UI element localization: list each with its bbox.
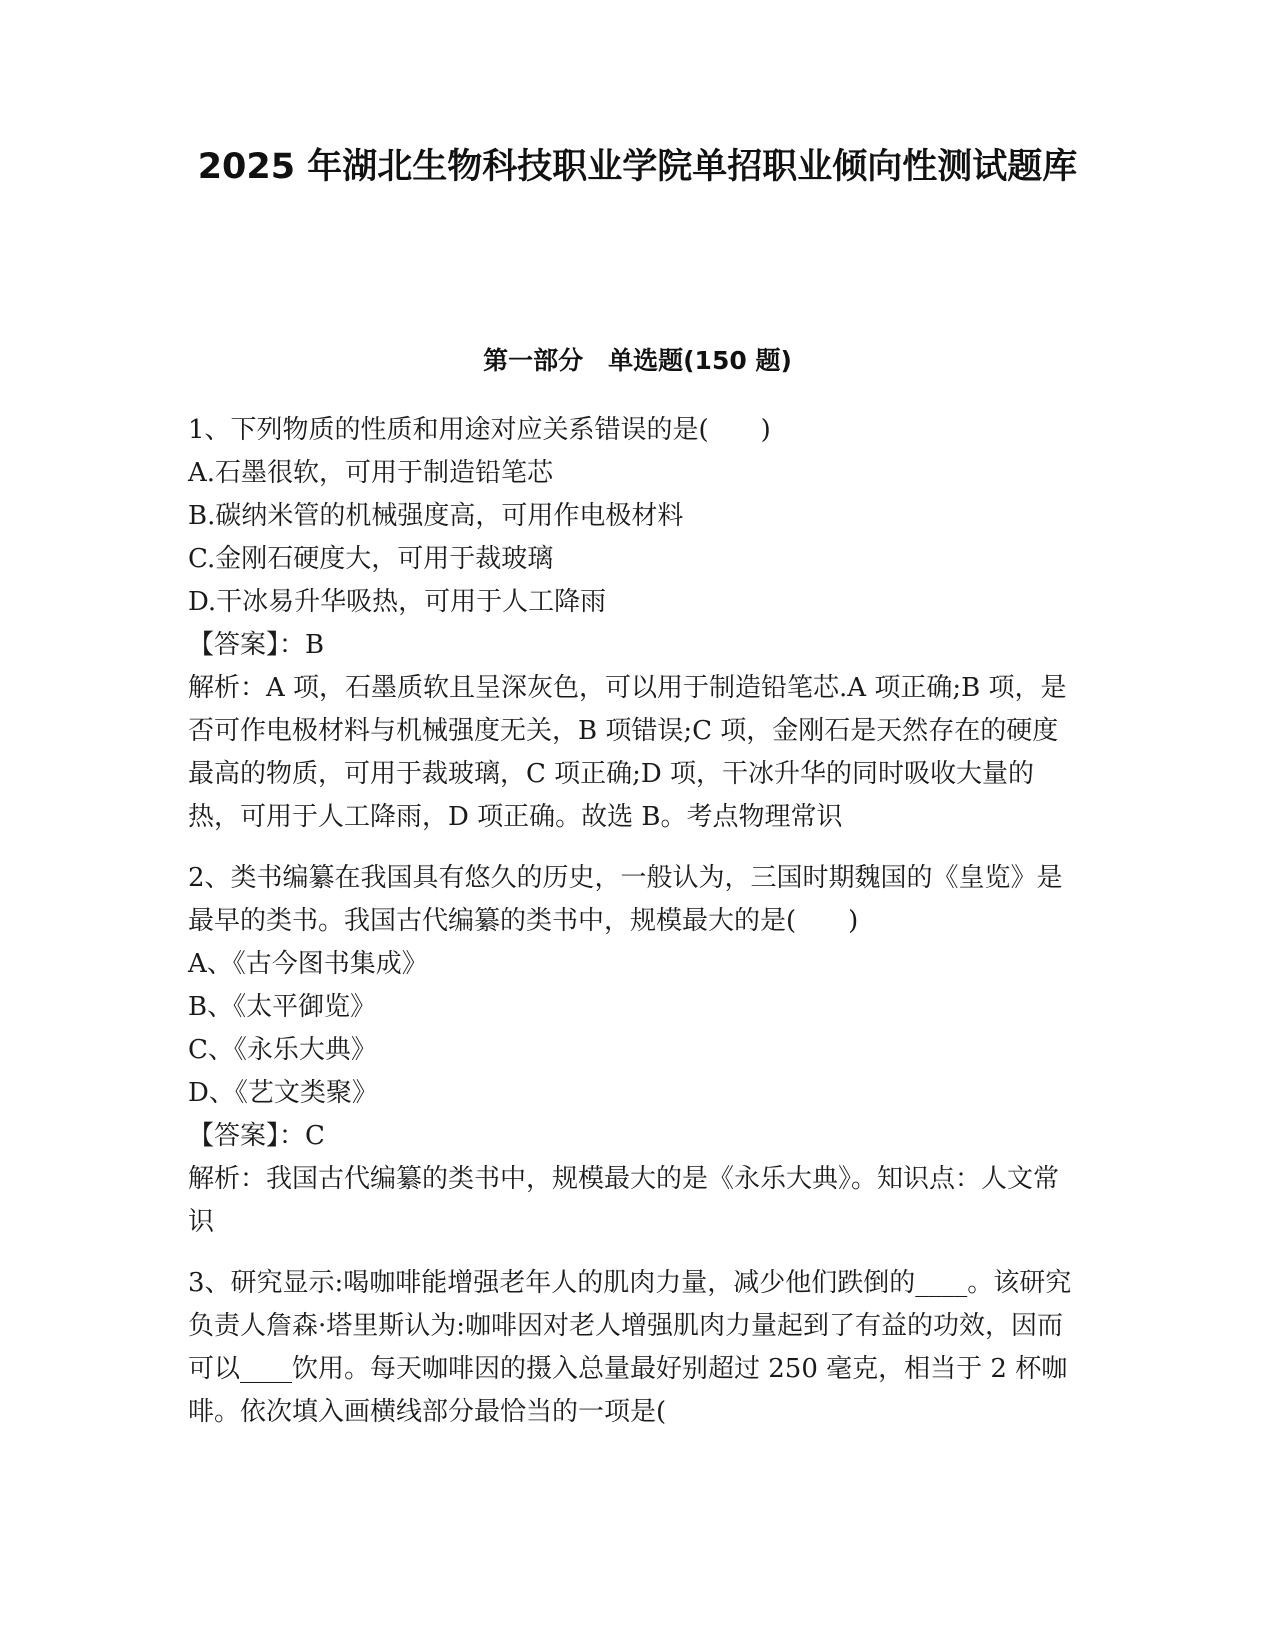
analysis-text: 解析：我国古代编纂的类书中，规模最大的是《永乐大典》。知识点：人文常识 (188, 1164, 1060, 1237)
section-heading: 第一部分 单选题(150 题) (483, 346, 792, 375)
question-2 (188, 857, 1083, 1244)
answer-line: 【答案】：B (188, 630, 325, 660)
option-d: D.干冰易升华吸热，可用于人工降雨 (188, 587, 607, 617)
option-c: C、《永乐大典》 (188, 1035, 377, 1065)
question-list (188, 409, 1083, 1434)
option-b: B、《太平御览》 (188, 992, 377, 1022)
option-a: A、《古今图书集成》 (188, 949, 428, 979)
question-stem: 1、下列物质的性质和用途对应关系错误的是( ) (188, 415, 771, 445)
question-stem: 3、研究显示:喝咖啡能增强老年人的肌肉力量，减少他们跌倒的____。该研究负责人詹森·塔里斯认为:咖啡因对老人增强肌肉力量起到了有益的功效，因而可以____饮用。每天咖啡因的摄入总量最好别超过 250 毫克，相当于 2 杯咖啡。依次填入画横线部分最恰当的一项是( (188, 1268, 1072, 1427)
question-1 (188, 409, 1083, 839)
option-b: B.碳纳米管的机械强度高，可用作电极材料 (188, 501, 684, 531)
page-title: 2025 年湖北生物科技职业学院单招职业倾向性测试题库 (197, 147, 1078, 187)
answer-line: 【答案】：C (188, 1121, 325, 1151)
question-stem: 2、类书编纂在我国具有悠久的历史，一般认为，三国时期魏国的《皇览》是最早的类书。我国古代编纂的类书中，规模最大的是( ) (188, 863, 1063, 936)
option-a: A.石墨很软，可用于制造铅笔芯 (188, 458, 554, 488)
analysis-text: 解析：A 项，石墨质软且呈深灰色，可以用于制造铅笔芯.A 项正确;B 项，是否可作电极材料与机械强度无关，B 项错误;C 项，金刚石是天然存在的硬度最高的物质，可用于裁玻璃，C 项正确;D 项，干冰升华的同时吸收大量的热，可用于人工降雨，D 项正确。故选 B。考点物理常识 (188, 673, 1067, 832)
option-c: C.金刚石硬度大，可用于裁玻璃 (188, 544, 554, 574)
question-3 (188, 1262, 1083, 1434)
option-d: D、《艺文类聚》 (188, 1078, 378, 1108)
